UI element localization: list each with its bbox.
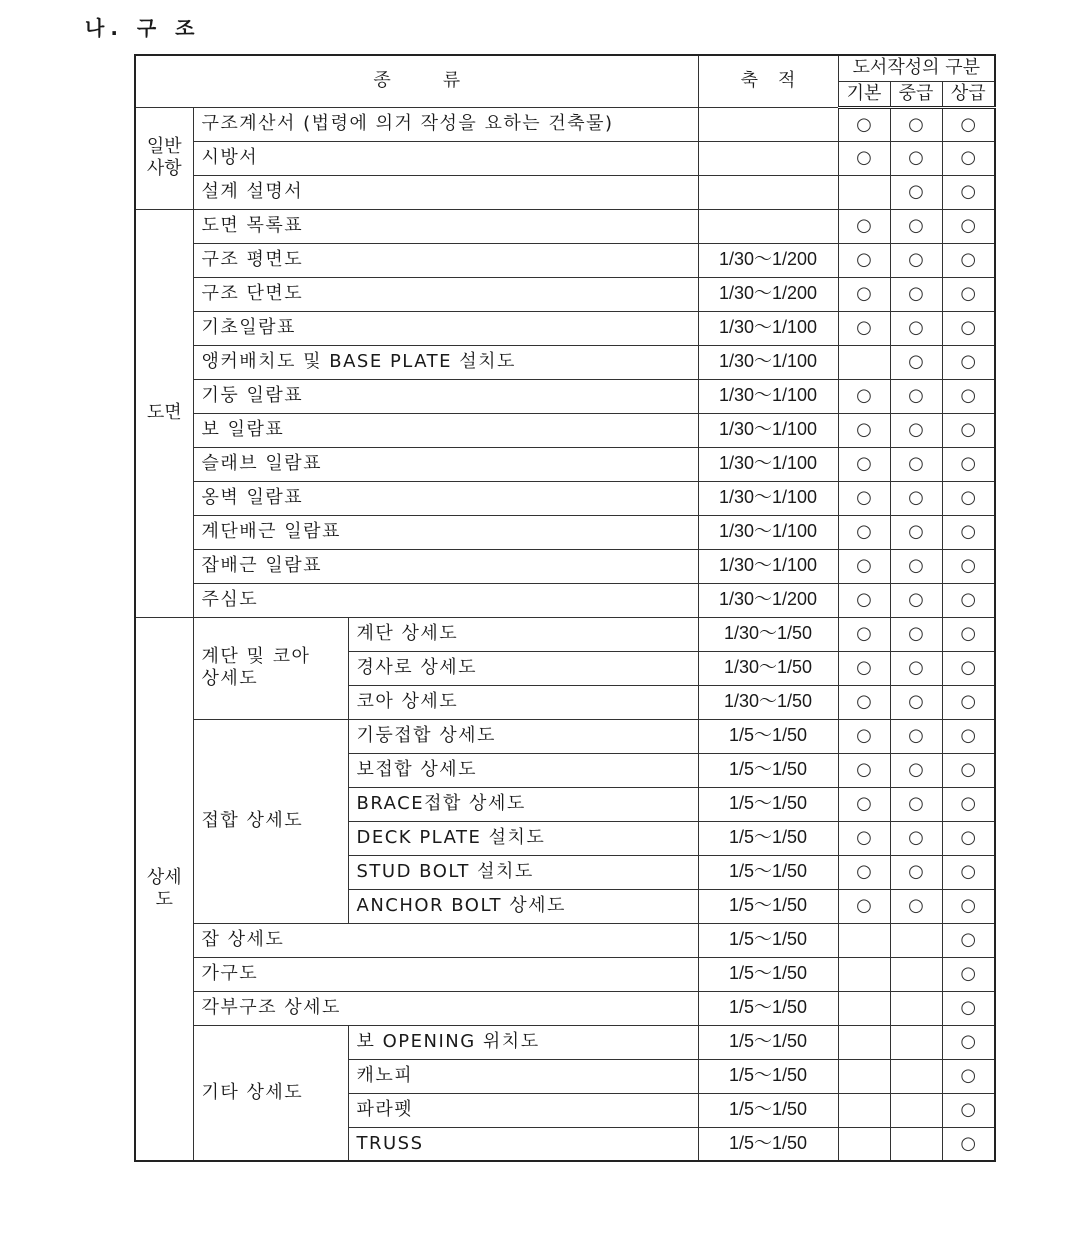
item-label: 기둥접합 상세도 bbox=[348, 719, 698, 753]
mark-cell: ○ bbox=[838, 855, 890, 889]
item-label: 기둥 일람표 bbox=[193, 379, 698, 413]
mark-cell: ○ bbox=[838, 515, 890, 549]
item-label: 잡 상세도 bbox=[193, 923, 698, 957]
item-label: 옹벽 일람표 bbox=[193, 481, 698, 515]
mark-cell: ○ bbox=[942, 209, 995, 243]
item-label: 각부구조 상세도 bbox=[193, 991, 698, 1025]
mark-cell: ○ bbox=[942, 447, 995, 481]
mark-cell: ○ bbox=[838, 243, 890, 277]
scale-cell: 1/30～1/200 bbox=[698, 277, 838, 311]
scale-cell: 1/30～1/100 bbox=[698, 515, 838, 549]
item-label: 계단배근 일람표 bbox=[193, 515, 698, 549]
mark-cell: ○ bbox=[890, 413, 942, 447]
mark-cell: ○ bbox=[942, 753, 995, 787]
mark-cell: ○ bbox=[838, 617, 890, 651]
mark-cell: ○ bbox=[838, 413, 890, 447]
scale-cell bbox=[698, 175, 838, 209]
mark-cell: ○ bbox=[942, 1093, 995, 1127]
header-scale: 축적 bbox=[698, 55, 838, 107]
group-label: 기타 상세도 bbox=[193, 1025, 348, 1161]
scale-cell bbox=[698, 209, 838, 243]
mark-cell bbox=[890, 1059, 942, 1093]
mark-cell bbox=[838, 991, 890, 1025]
scale-cell: 1/30～1/50 bbox=[698, 651, 838, 685]
table-row bbox=[135, 923, 995, 957]
mark-cell bbox=[890, 923, 942, 957]
item-label: 기초일람표 bbox=[193, 311, 698, 345]
mark-cell: ○ bbox=[838, 141, 890, 175]
scale-cell: 1/5～1/50 bbox=[698, 991, 838, 1025]
mark-cell: ○ bbox=[942, 1059, 995, 1093]
mark-cell: ○ bbox=[890, 379, 942, 413]
item-label: 구조 단면도 bbox=[193, 277, 698, 311]
mark-cell: ○ bbox=[942, 855, 995, 889]
mark-cell: ○ bbox=[838, 889, 890, 923]
mark-cell: ○ bbox=[942, 515, 995, 549]
mark-cell bbox=[890, 991, 942, 1025]
mark-cell bbox=[890, 1127, 942, 1161]
scale-cell: 1/5～1/50 bbox=[698, 923, 838, 957]
header-kind: 종류 bbox=[135, 55, 698, 107]
scale-cell: 1/30～1/100 bbox=[698, 447, 838, 481]
mark-cell: ○ bbox=[890, 107, 942, 141]
item-label: 코아 상세도 bbox=[348, 685, 698, 719]
mark-cell bbox=[890, 957, 942, 991]
mark-cell: ○ bbox=[838, 549, 890, 583]
scale-cell: 1/5～1/50 bbox=[698, 855, 838, 889]
item-label: 경사로 상세도 bbox=[348, 651, 698, 685]
item-label: 설계 설명서 bbox=[193, 175, 698, 209]
mark-cell: ○ bbox=[838, 311, 890, 345]
table-row bbox=[135, 175, 995, 209]
scale-cell: 1/30～1/100 bbox=[698, 481, 838, 515]
scale-cell: 1/5～1/50 bbox=[698, 1093, 838, 1127]
mark-cell: ○ bbox=[838, 209, 890, 243]
table-row bbox=[135, 991, 995, 1025]
scale-cell: 1/5～1/50 bbox=[698, 1059, 838, 1093]
mark-cell: ○ bbox=[890, 583, 942, 617]
mark-cell bbox=[838, 345, 890, 379]
mark-cell: ○ bbox=[890, 345, 942, 379]
mark-cell: ○ bbox=[838, 379, 890, 413]
scale-cell: 1/5～1/50 bbox=[698, 821, 838, 855]
mark-cell: ○ bbox=[942, 923, 995, 957]
scale-cell: 1/5～1/50 bbox=[698, 787, 838, 821]
mark-cell: ○ bbox=[890, 787, 942, 821]
item-label: 보 일람표 bbox=[193, 413, 698, 447]
scale-cell: 1/5～1/50 bbox=[698, 753, 838, 787]
item-label: ANCHOR BOLT 상세도 bbox=[348, 889, 698, 923]
item-label: 도면 목록표 bbox=[193, 209, 698, 243]
table-row bbox=[135, 447, 995, 481]
table-row bbox=[135, 141, 995, 175]
mark-cell: ○ bbox=[942, 583, 995, 617]
mark-cell: ○ bbox=[890, 753, 942, 787]
mark-cell: ○ bbox=[942, 175, 995, 209]
header-middle: 중급 bbox=[890, 81, 942, 107]
table-row bbox=[135, 311, 995, 345]
mark-cell: ○ bbox=[942, 413, 995, 447]
mark-cell: ○ bbox=[838, 753, 890, 787]
item-label: 구조계산서 (법령에 의거 작성을 요하는 건축물) bbox=[193, 107, 698, 141]
mark-cell: ○ bbox=[942, 243, 995, 277]
mark-cell: ○ bbox=[942, 821, 995, 855]
mark-cell: ○ bbox=[890, 209, 942, 243]
mark-cell: ○ bbox=[942, 481, 995, 515]
mark-cell: ○ bbox=[942, 1127, 995, 1161]
mark-cell: ○ bbox=[942, 685, 995, 719]
item-label: 슬래브 일람표 bbox=[193, 447, 698, 481]
mark-cell: ○ bbox=[942, 141, 995, 175]
scale-cell: 1/30～1/200 bbox=[698, 243, 838, 277]
table-row bbox=[135, 345, 995, 379]
scale-cell: 1/5～1/50 bbox=[698, 719, 838, 753]
table-row bbox=[135, 413, 995, 447]
table-body bbox=[135, 107, 995, 1161]
scale-cell bbox=[698, 107, 838, 141]
mark-cell bbox=[838, 923, 890, 957]
scale-cell: 1/30～1/100 bbox=[698, 413, 838, 447]
item-label: 계단 상세도 bbox=[348, 617, 698, 651]
mark-cell: ○ bbox=[890, 651, 942, 685]
mark-cell: ○ bbox=[942, 617, 995, 651]
table-row bbox=[135, 549, 995, 583]
scale-cell: 1/5～1/50 bbox=[698, 957, 838, 991]
mark-cell: ○ bbox=[942, 991, 995, 1025]
mark-cell: ○ bbox=[942, 889, 995, 923]
item-label: 구조 평면도 bbox=[193, 243, 698, 277]
item-label: STUD BOLT 설치도 bbox=[348, 855, 698, 889]
scale-cell: 1/30～1/100 bbox=[698, 345, 838, 379]
mark-cell: ○ bbox=[942, 651, 995, 685]
mark-cell: ○ bbox=[838, 651, 890, 685]
table-row bbox=[135, 379, 995, 413]
item-label: 앵커배치도 및 BASE PLATE 설치도 bbox=[193, 345, 698, 379]
mark-cell: ○ bbox=[838, 107, 890, 141]
table-row bbox=[135, 107, 995, 141]
header-division: 도서작성의 구분 bbox=[838, 55, 995, 81]
mark-cell: ○ bbox=[890, 243, 942, 277]
mark-cell bbox=[890, 1025, 942, 1059]
mark-cell: ○ bbox=[838, 277, 890, 311]
table-row bbox=[135, 957, 995, 991]
mark-cell: ○ bbox=[890, 821, 942, 855]
category-cell: 상세 도 bbox=[135, 617, 193, 1161]
scale-cell: 1/30～1/100 bbox=[698, 549, 838, 583]
mark-cell: ○ bbox=[890, 719, 942, 753]
scale-cell: 1/30～1/50 bbox=[698, 617, 838, 651]
mark-cell: ○ bbox=[890, 685, 942, 719]
section-heading: 나. 구 조 bbox=[85, 16, 201, 40]
mark-cell bbox=[838, 957, 890, 991]
scale-cell: 1/30～1/200 bbox=[698, 583, 838, 617]
item-label: 가구도 bbox=[193, 957, 698, 991]
mark-cell: ○ bbox=[942, 277, 995, 311]
mark-cell: ○ bbox=[838, 685, 890, 719]
scale-cell: 1/30～1/100 bbox=[698, 311, 838, 345]
scale-cell: 1/5～1/50 bbox=[698, 1025, 838, 1059]
mark-cell: ○ bbox=[942, 345, 995, 379]
item-label: BRACE접합 상세도 bbox=[348, 787, 698, 821]
scale-cell bbox=[698, 141, 838, 175]
structure-drawing-table bbox=[134, 54, 996, 1162]
group-label: 계단 및 코아 상세도 bbox=[193, 617, 348, 719]
item-label: 캐노피 bbox=[348, 1059, 698, 1093]
scale-cell: 1/30～1/50 bbox=[698, 685, 838, 719]
item-label: DECK PLATE 설치도 bbox=[348, 821, 698, 855]
table-row bbox=[135, 617, 995, 651]
mark-cell: ○ bbox=[890, 617, 942, 651]
mark-cell: ○ bbox=[838, 481, 890, 515]
mark-cell: ○ bbox=[942, 957, 995, 991]
mark-cell: ○ bbox=[838, 719, 890, 753]
scale-cell: 1/30～1/100 bbox=[698, 379, 838, 413]
mark-cell: ○ bbox=[942, 719, 995, 753]
mark-cell: ○ bbox=[838, 583, 890, 617]
mark-cell: ○ bbox=[838, 821, 890, 855]
item-label: 파라펫 bbox=[348, 1093, 698, 1127]
item-label: 보접합 상세도 bbox=[348, 753, 698, 787]
category-cell: 일반 사항 bbox=[135, 107, 193, 209]
header-basic: 기본 bbox=[838, 81, 890, 107]
mark-cell: ○ bbox=[942, 1025, 995, 1059]
table-row bbox=[135, 277, 995, 311]
mark-cell: ○ bbox=[942, 787, 995, 821]
mark-cell: ○ bbox=[942, 549, 995, 583]
group-label: 접합 상세도 bbox=[193, 719, 348, 923]
mark-cell bbox=[838, 1127, 890, 1161]
scale-cell: 1/5～1/50 bbox=[698, 889, 838, 923]
item-label: 시방서 bbox=[193, 141, 698, 175]
mark-cell: ○ bbox=[942, 311, 995, 345]
mark-cell bbox=[838, 175, 890, 209]
mark-cell: ○ bbox=[890, 311, 942, 345]
table-row bbox=[135, 209, 995, 243]
table-row bbox=[135, 1025, 995, 1059]
item-label: 주심도 bbox=[193, 583, 698, 617]
mark-cell: ○ bbox=[890, 277, 942, 311]
mark-cell: ○ bbox=[890, 889, 942, 923]
mark-cell bbox=[838, 1025, 890, 1059]
scale-cell: 1/5～1/50 bbox=[698, 1127, 838, 1161]
mark-cell bbox=[838, 1093, 890, 1127]
table-row bbox=[135, 515, 995, 549]
mark-cell: ○ bbox=[838, 447, 890, 481]
table-row bbox=[135, 583, 995, 617]
mark-cell: ○ bbox=[890, 481, 942, 515]
mark-cell bbox=[890, 1093, 942, 1127]
mark-cell: ○ bbox=[890, 141, 942, 175]
mark-cell: ○ bbox=[890, 447, 942, 481]
mark-cell: ○ bbox=[942, 379, 995, 413]
mark-cell bbox=[838, 1059, 890, 1093]
mark-cell: ○ bbox=[942, 107, 995, 141]
mark-cell: ○ bbox=[890, 515, 942, 549]
item-label: 보 OPENING 위치도 bbox=[348, 1025, 698, 1059]
item-label: TRUSS bbox=[348, 1127, 698, 1161]
category-cell: 도면 bbox=[135, 209, 193, 617]
table-row bbox=[135, 481, 995, 515]
mark-cell: ○ bbox=[890, 549, 942, 583]
table-row bbox=[135, 719, 995, 753]
mark-cell: ○ bbox=[890, 855, 942, 889]
table-row bbox=[135, 243, 995, 277]
mark-cell: ○ bbox=[890, 175, 942, 209]
item-label: 잡배근 일람표 bbox=[193, 549, 698, 583]
header-upper: 상급 bbox=[942, 81, 995, 107]
mark-cell: ○ bbox=[838, 787, 890, 821]
